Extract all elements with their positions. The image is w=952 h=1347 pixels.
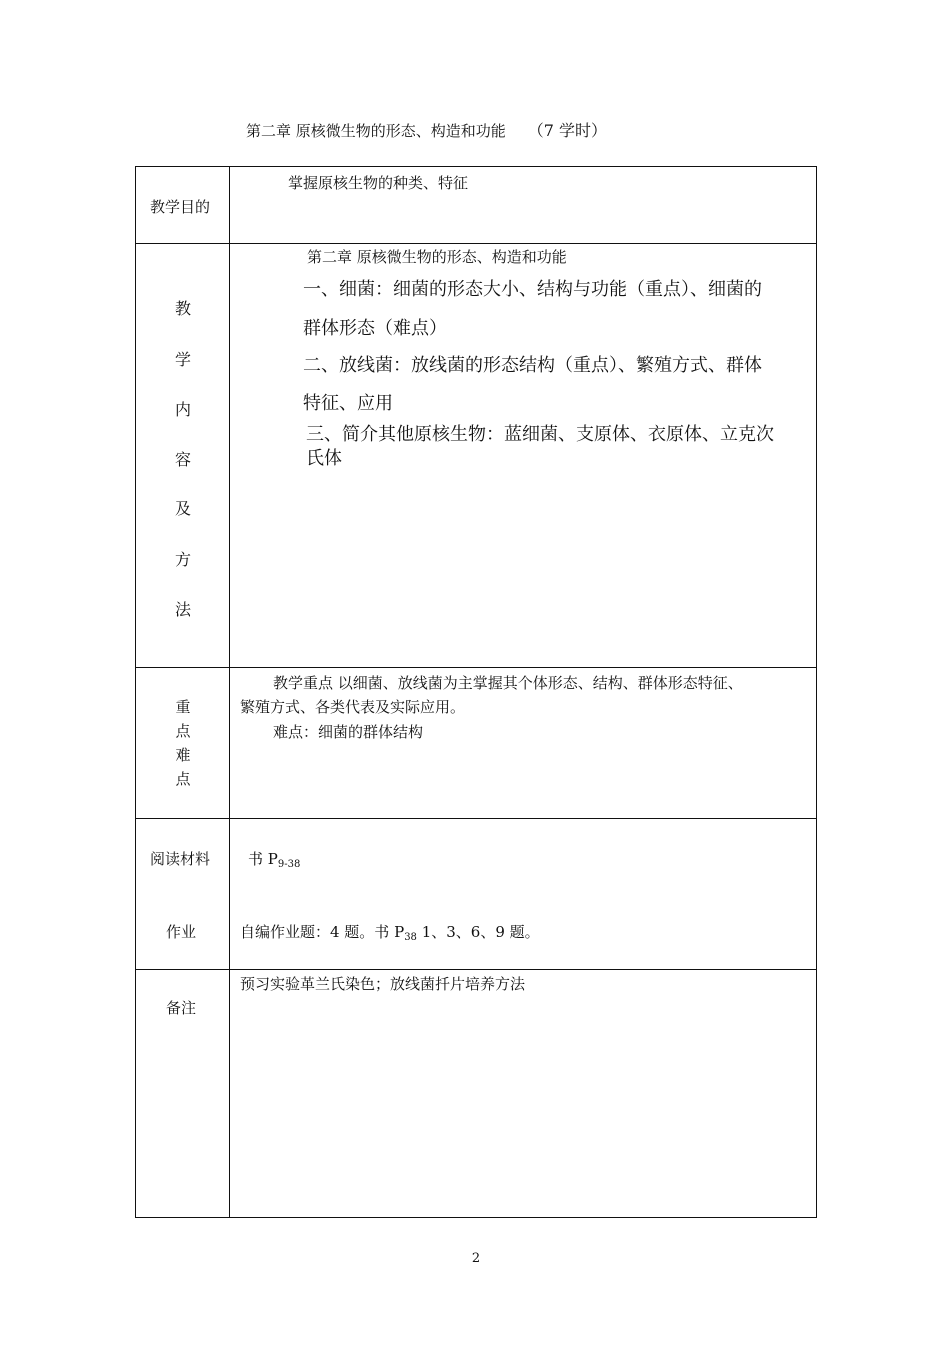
row-notes	[136, 969, 816, 1217]
reading-text	[248, 848, 300, 869]
row-reading-homework	[136, 818, 816, 969]
content-label-char: 学	[174, 350, 191, 369]
content-label-char: 及	[174, 499, 191, 518]
key-points-label-char: 点	[175, 770, 191, 788]
content-other-line: 三、简介其他原核生物：蓝细菌、支原体、衣原体、立克次	[306, 424, 774, 445]
objective-label: 教学目的	[150, 198, 211, 216]
row-key-points	[136, 667, 816, 818]
key-points-content-cell	[230, 668, 816, 818]
content-actinomycetes-line: 二、放线菌：放线菌的形态结构（重点）、繁殖方式、群体	[303, 355, 762, 376]
content-label-char: 容	[174, 450, 191, 469]
content-label-char: 法	[174, 600, 191, 619]
content-actinomycetes-line-cont: 特征、应用	[303, 393, 393, 414]
reading-book-prefix: 书 P	[248, 850, 278, 868]
row-objective	[136, 167, 816, 243]
key-points-label-cell	[136, 668, 230, 818]
reading-label-cell	[136, 819, 230, 969]
chapter-hours: （7 学时）	[527, 121, 608, 140]
key-points-line: 教学重点 以细菌、放线菌为主掌握其个体形态、结构、群体形态特征、	[273, 674, 743, 692]
content-label-char: 教	[174, 299, 191, 318]
homework-label: 作业	[166, 923, 197, 941]
content-content-cell	[230, 244, 816, 667]
content-label-cell	[136, 244, 230, 667]
key-points-label-char: 点	[175, 722, 191, 740]
content-bacteria-line-cont: 群体形态（难点）	[303, 318, 447, 339]
content-other-line-cont: 氏体	[306, 448, 342, 469]
notes-label-cell	[136, 970, 230, 1217]
chapter-title: 第二章 原核微生物的形态、构造和功能	[246, 122, 506, 140]
content-label-char: 内	[174, 400, 191, 419]
difficulty-line: 难点：细菌的群体结构	[273, 723, 424, 741]
content-label-char: 方	[174, 550, 191, 569]
key-points-label-char: 重	[175, 698, 191, 716]
objective-content-cell	[230, 167, 816, 243]
content-bacteria-line: 一、细菌：细菌的形态大小、结构与功能（重点）、细菌的	[303, 279, 762, 300]
objective-text: 掌握原核生物的种类、特征	[288, 174, 469, 192]
key-points-line-cont: 繁殖方式、各类代表及实际应用。	[240, 698, 466, 716]
notes-content-cell	[230, 970, 816, 1217]
row-content	[136, 243, 816, 667]
homework-prefix: 自编作业题：4 题。书 P	[240, 923, 405, 941]
objective-label-cell	[136, 167, 230, 243]
key-points-label-char: 难	[175, 746, 191, 764]
reading-content-cell	[230, 819, 816, 969]
homework-text	[240, 921, 540, 942]
content-heading: 第二章 原核微生物的形态、构造和功能	[307, 248, 567, 266]
reading-pages: 9-38	[277, 859, 301, 870]
page-title	[246, 118, 607, 141]
homework-suffix: 1、3、6、9 题。	[416, 923, 540, 941]
reading-label: 阅读材料	[150, 850, 211, 868]
notes-label: 备注	[166, 999, 197, 1017]
teaching-plan-table	[135, 166, 817, 1218]
page-number: 2	[471, 1251, 481, 1266]
notes-text: 预习实验革兰氏染色；放线菌扦片培养方法	[240, 975, 526, 993]
homework-page: 38	[404, 932, 417, 943]
